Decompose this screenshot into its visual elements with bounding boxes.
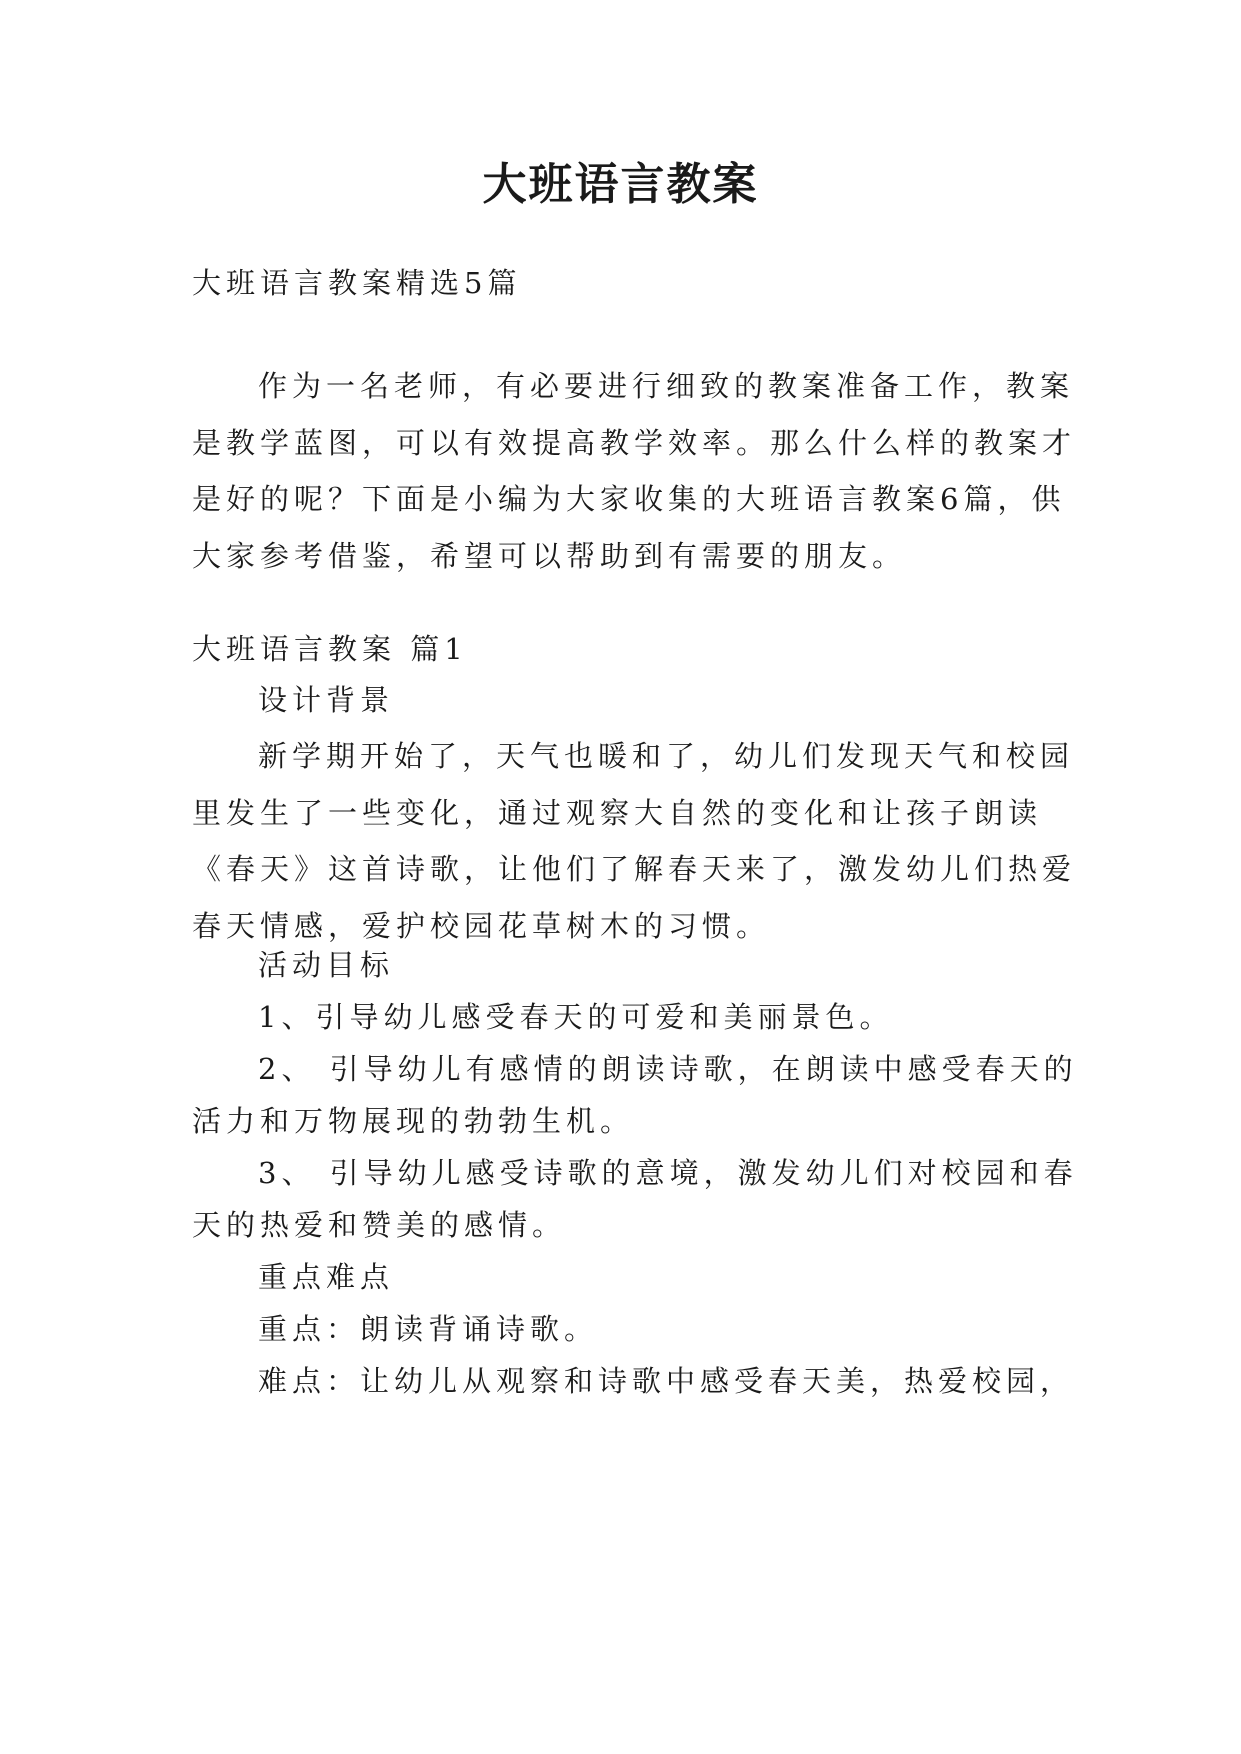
intro-line: 是好的呢？下面是小编为大家收集的大班语言教案6篇，供 xyxy=(192,482,1066,516)
design-background-line: 《春天》这首诗歌，让他们了解春天来了，激发幼儿们热爱 xyxy=(192,852,1077,886)
key-points-heading: 重点难点 xyxy=(258,1260,395,1294)
key-point: 重点：朗读背诵诗歌。 xyxy=(258,1312,599,1346)
goal-item-3-line: 3、 引导幼儿感受诗歌的意境，激发幼儿们对校园和春 xyxy=(258,1156,1078,1190)
document-subtitle: 大班语言教案精选5篇 xyxy=(192,266,522,300)
goal-item-3-line: 天的热爱和赞美的感情。 xyxy=(192,1208,567,1242)
document-title: 大班语言教案 xyxy=(482,159,759,210)
design-background-heading: 设计背景 xyxy=(258,683,395,717)
intro-line: 是教学蓝图，可以有效提高教学效率。那么什么样的教案才 xyxy=(192,426,1077,460)
design-background-line: 春天情感，爱护校园花草树木的习惯。 xyxy=(192,909,771,943)
intro-line: 作为一名老师，有必要进行细致的教案准备工作，教案 xyxy=(258,369,1075,403)
design-background-line: 里发生了一些变化，通过观察大自然的变化和让孩子朗读 xyxy=(192,796,1043,830)
goal-item-2-line: 活力和万物展现的勃勃生机。 xyxy=(192,1104,635,1138)
design-background-line: 新学期开始了，天气也暖和了，幼儿们发现天气和校园 xyxy=(258,739,1075,773)
activity-goals-heading: 活动目标 xyxy=(258,948,395,982)
intro-line: 大家参考借鉴，希望可以帮助到有需要的朋友。 xyxy=(192,539,907,573)
goal-item-2-line: 2、 引导幼儿有感情的朗读诗歌，在朗读中感受春天的 xyxy=(258,1052,1078,1086)
section-heading: 大班语言教案 篇1 xyxy=(192,632,468,666)
difficulty: 难点：让幼儿从观察和诗歌中感受春天美，热爱校园， xyxy=(258,1364,1075,1398)
goal-item-1: 1、引导幼儿感受春天的可爱和美丽景色。 xyxy=(258,1000,894,1034)
